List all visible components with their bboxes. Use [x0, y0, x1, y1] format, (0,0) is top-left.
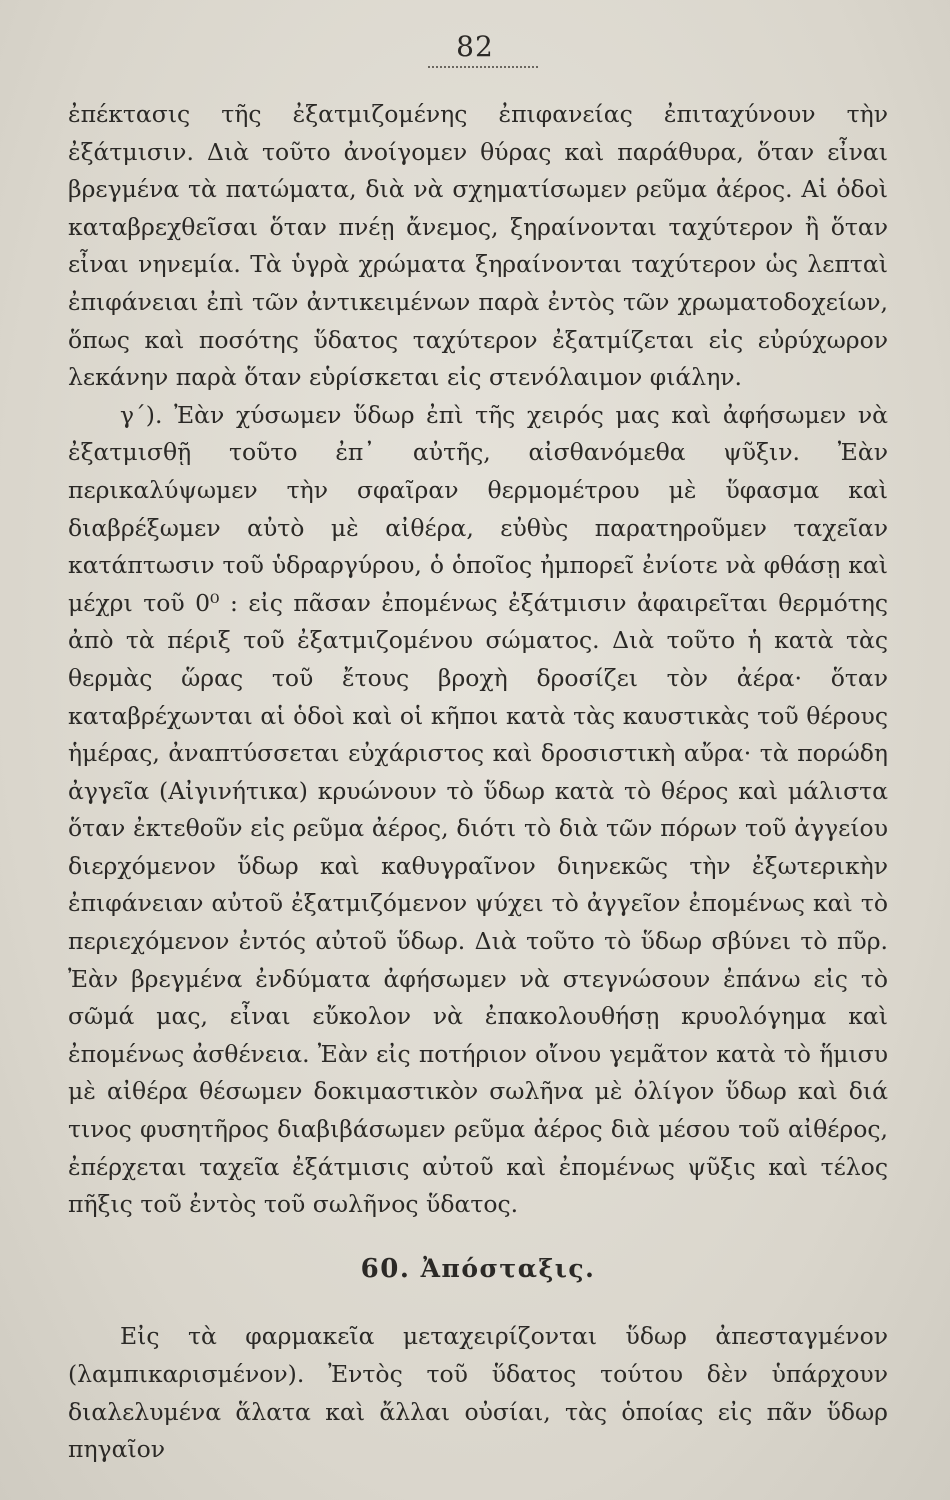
page-number: 82 — [456, 30, 494, 63]
body-text — [68, 96, 888, 1469]
page-number-rule — [428, 66, 538, 68]
paragraph-gamma: γ΄). Ἐὰν χύσωμεν ὕδωρ ἐπὶ τῆς χειρός μας καὶ ἀφήσωμεν νὰ ἐξατμισθῇ τοῦτο ἐπ᾽ αὐτῆς, αἰσθανόμεθα ψῦξιν. Ἐὰν περικαλύψωμεν τὴν σφαῖραν θερμομέτρου μὲ ὕφασμα καὶ διαβρέξωμεν αὐτὸ μὲ αἰθέρα, εὐθὺς παρατηροῦμεν ταχεῖαν κατάπτωσιν τοῦ ὑδραργύρου, ὁ ὁποῖος ἠμπορεῖ ἐνίοτε νὰ φθάσῃ καὶ μέχρι τοῦ 0⁰ : εἰς πᾶσαν ἐπομένως ἐξάτμισιν ἀφαιρεῖται θερμότης ἀπὸ τὰ πέριξ τοῦ ἐξατμιζομένου σώματος. Διὰ τοῦτο ἡ κατὰ τὰς θερμὰς ὥρας τοῦ ἔτους βροχὴ δροσίζει τὸν ἀέρα· ὅταν καταβρέχωνται αἱ ὁδοὶ καὶ οἱ κῆποι κατὰ τὰς καυστικὰς τοῦ θέρους ἡμέρας, ἀναπτύσσεται εὐχάριστος καὶ δροσιστικὴ αὔρα· τὰ πορώδη ἀγγεῖα (Αἰγινήτικα) κρυώνουν τὸ ὕδωρ κατὰ τὸ θέρος καὶ μάλιστα ὅταν ἐκτεθοῦν εἰς ρεῦμα ἀέρος, διότι τὸ διὰ τῶν πόρων τοῦ ἀγγείου διερχόμενον ὕδωρ καὶ καθυγραῖνον διηνεκῶς τὴν ἐξωτερικὴν ἐπιφάνειαν αὐτοῦ ἐξατμιζόμενον ψύχει τὸ ἀγγεῖον ἐπομένως καὶ τὸ περιεχόμενον ἐντός αὐτοῦ ὕδωρ. Διὰ τοῦτο τὸ ὕδωρ σβύνει τὸ πῦρ. Ἐὰν βρεγμένα ἐνδύματα ἀφήσωμεν νὰ στεγνώσουν ἐπάνω εἰς τὸ σῶμά μας, εἶναι εὔκολον νὰ ἐπακολουθήσῃ κρυολόγημα καὶ ἐπομένως ἀσθένεια. Ἐὰν εἰς ποτήριον οἴνου γεμᾶτον κατὰ τὸ ἥμισυ μὲ αἰθέρα θέσωμεν δοκιμαστικὸν σωλῆνα μὲ ὀλίγον ὕδωρ καὶ διά τινος φυσητῆρος διαβιβάσωμεν ρεῦμα ἀέρος διὰ μέσου τοῦ αἰθέρος, ἐπέρχεται ταχεῖα ἐξάτμισις αὐτοῦ καὶ ἐπομένως ψῦξις καὶ τέλος πῆξις τοῦ ἐντὸς τοῦ σωλῆνος ὕδατος. — [68, 400, 888, 1219]
section-heading — [68, 1250, 888, 1289]
paragraph-distillation: Εἰς τὰ φαρμακεῖα μεταχειρίζονται ὕδωρ ἀπεσταγμένον (λαμπικαρισμένον). Ἐντὸς τοῦ ὕδατος τούτου δὲν ὑπάρχουν διαλελυμένα ἅλατα καὶ ἄλλαι οὐσίαι, τὰς ὁποίας εἰς πᾶν ὕδωρ πηγαῖον — [68, 1322, 888, 1464]
section-number: 60. — [360, 1253, 411, 1284]
section-title: Ἀπόσταξις. — [420, 1253, 596, 1283]
paragraph-continuation: ἐπέκτασις τῆς ἐξατμιζομένης ἐπιφανείας ἐπιταχύνουν τὴν ἐξάτμισιν. Διὰ τοῦτο ἀνοίγομεν θύρας καὶ παράθυρα, ὅταν εἶναι βρεγμένα τὰ πατώματα, διὰ νὰ σχηματίσωμεν ρεῦμα ἀέρος. Αἱ ὁδοὶ καταβρεχθεῖσαι ὅταν πνέῃ ἄνεμος, ξηραίνονται ταχύτερον ἢ ὅταν εἶναι νηνεμία. Τὰ ὑγρὰ χρώματα ξηραίνονται ταχύτερον ὡς λεπταὶ ἐπιφάνειαι ἐπὶ τῶν ἀντικειμένων παρὰ ἐντὸς τῶν χρωματοδοχείων, ὅπως καὶ ποσότης ὕδατος ταχύτερον ἐξατμίζεται εἰς εὐρύχωρον λεκάνην παρὰ ὅταν εὑρίσκεται εἰς στενόλαιμον φιάλην. — [68, 100, 888, 392]
